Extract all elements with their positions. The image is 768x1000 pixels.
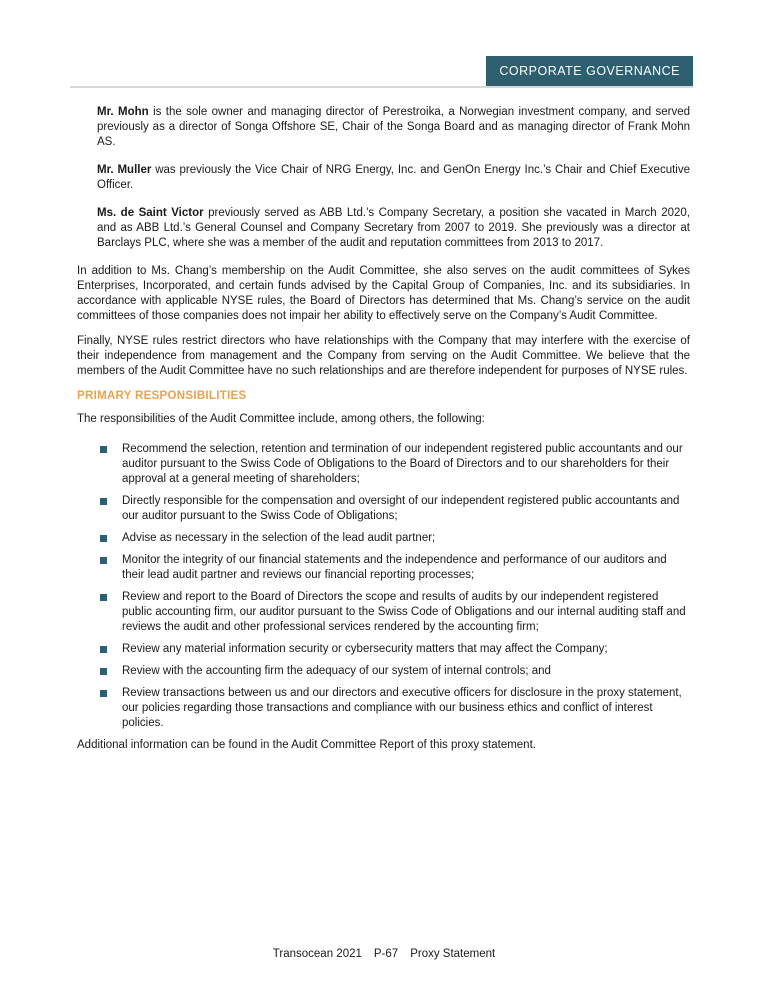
bio-text: was previously the Vice Chair of NRG Energy, Inc. and GenOn Energy Inc.’s Chair and Chief Executive Officer. bbox=[97, 164, 690, 191]
footer-page-number: P-67 bbox=[373, 948, 399, 960]
bio-paragraph-muller bbox=[97, 163, 690, 193]
bullet-square-icon bbox=[100, 646, 107, 653]
bullet-text: Monitor the integrity of our financial statements and the independence and performance of our auditors and their lead audit partner and reviews our financial reporting processes; bbox=[122, 554, 667, 581]
page-footer bbox=[0, 947, 768, 962]
bullet-square-icon bbox=[100, 498, 107, 505]
bullet-text: Review any material information security or cybersecurity matters that may affect the Company; bbox=[122, 643, 608, 655]
bullet-text: Advise as necessary in the selection of the lead audit partner; bbox=[122, 532, 436, 544]
list-item bbox=[100, 590, 690, 635]
bullet-square-icon bbox=[100, 668, 107, 675]
bio-text: is the sole owner and managing director of Perestroika, a Norwegian investment company, and served previously as a director of Songa Offshore SE, Chair of the Songa Board and as managing director of Frank Mohn AS. bbox=[97, 106, 691, 148]
bullet-square-icon bbox=[100, 690, 107, 697]
list-item bbox=[100, 642, 690, 657]
list-item bbox=[100, 494, 690, 524]
list-item bbox=[100, 553, 690, 583]
list-item bbox=[100, 531, 690, 546]
footer-brand: Transocean 2021 bbox=[272, 948, 362, 960]
section-intro: The responsibilities of the Audit Committee include, among others, the following: bbox=[77, 413, 485, 425]
bio-paragraph-mohn bbox=[97, 105, 690, 150]
primary-responsibilities-heading: PRIMARY RESPONSIBILITIES bbox=[77, 390, 247, 402]
bullet-text: Directly responsible for the compensation and oversight of our independent registered public accountants and our auditor pursuant to the Swiss Code of Obligations; bbox=[122, 495, 680, 522]
bio-name: Mr. Mohn bbox=[97, 106, 149, 118]
bullet-text: Review and report to the Board of Directors the scope and results of audits by our independent registered public accounting firm, our auditor pursuant to the Swiss Code of Obligations and our internal auditing staff and reviews the audit and other professional services rendered by the accounting firm; bbox=[122, 591, 686, 633]
bio-text: previously served as ABB Ltd.’s Company Secretary, a position she vacated in March 2020, and as ABB Ltd.’s General Counsel and Company Secretary from 2007 to 2019. She previously was a director at Barclays PLC, where she was a member of the audit and reputation committees from 2013 to 2017. bbox=[97, 207, 690, 249]
bullet-square-icon bbox=[100, 446, 107, 453]
list-item bbox=[100, 442, 690, 487]
bio-paragraph-de-saint-victor bbox=[97, 206, 690, 251]
page-header bbox=[70, 58, 693, 88]
closing-paragraph: Additional information can be found in the Audit Committee Report of this proxy statement. bbox=[77, 739, 536, 751]
bullet-text: Review with the accounting firm the adequacy of our system of internal controls; and bbox=[122, 665, 551, 677]
bullet-text: Recommend the selection, retention and termination of our independent registered public accountants and our auditor pursuant to the Swiss Code of Obligations to the Board of Directors and to our shareholders for their approval at a general meeting of shareholders; bbox=[122, 443, 683, 485]
bio-name: Ms. de Saint Victor bbox=[97, 207, 204, 219]
footer-doc-title: Proxy Statement bbox=[410, 948, 496, 960]
bullet-square-icon bbox=[100, 535, 107, 542]
list-item bbox=[100, 664, 690, 679]
list-item bbox=[100, 686, 690, 731]
bullet-square-icon bbox=[100, 594, 107, 601]
bio-name: Mr. Muller bbox=[97, 164, 152, 176]
page-content bbox=[77, 105, 690, 753]
bullet-text: Review transactions between us and our directors and executive officers for disclosure in the proxy statement, our policies regarding those transactions and compliance with our business ethics and conflict of interest policies. bbox=[122, 687, 682, 729]
paragraph-nyse-independence: Finally, NYSE rules restrict directors who have relationships with the Company that may interfere with the exercise of their independence from management and the Company from serving on the Audit Committee. We believe that the members of the Audit Committee have no such relationships and are therefore independent for purposes of NYSE rules. bbox=[77, 335, 690, 377]
bullet-square-icon bbox=[100, 557, 107, 564]
paragraph-chang-audit-committee: In addition to Ms. Chang’s membership on the Audit Committee, she also serves on the audit committees of Sykes Enterprises, Incorporated, and certain funds advised by the Capital Group of Companies, Inc. and its subsidiaries. In accordance with applicable NYSE rules, the Board of Directors has determined that Ms. Chang’s service on the audit committees of those companies does not impair her ability to effectively serve on the Company’s Audit Committee. bbox=[77, 265, 690, 322]
corporate-governance-banner: CORPORATE GOVERNANCE bbox=[486, 56, 693, 86]
responsibilities-list bbox=[77, 442, 690, 731]
